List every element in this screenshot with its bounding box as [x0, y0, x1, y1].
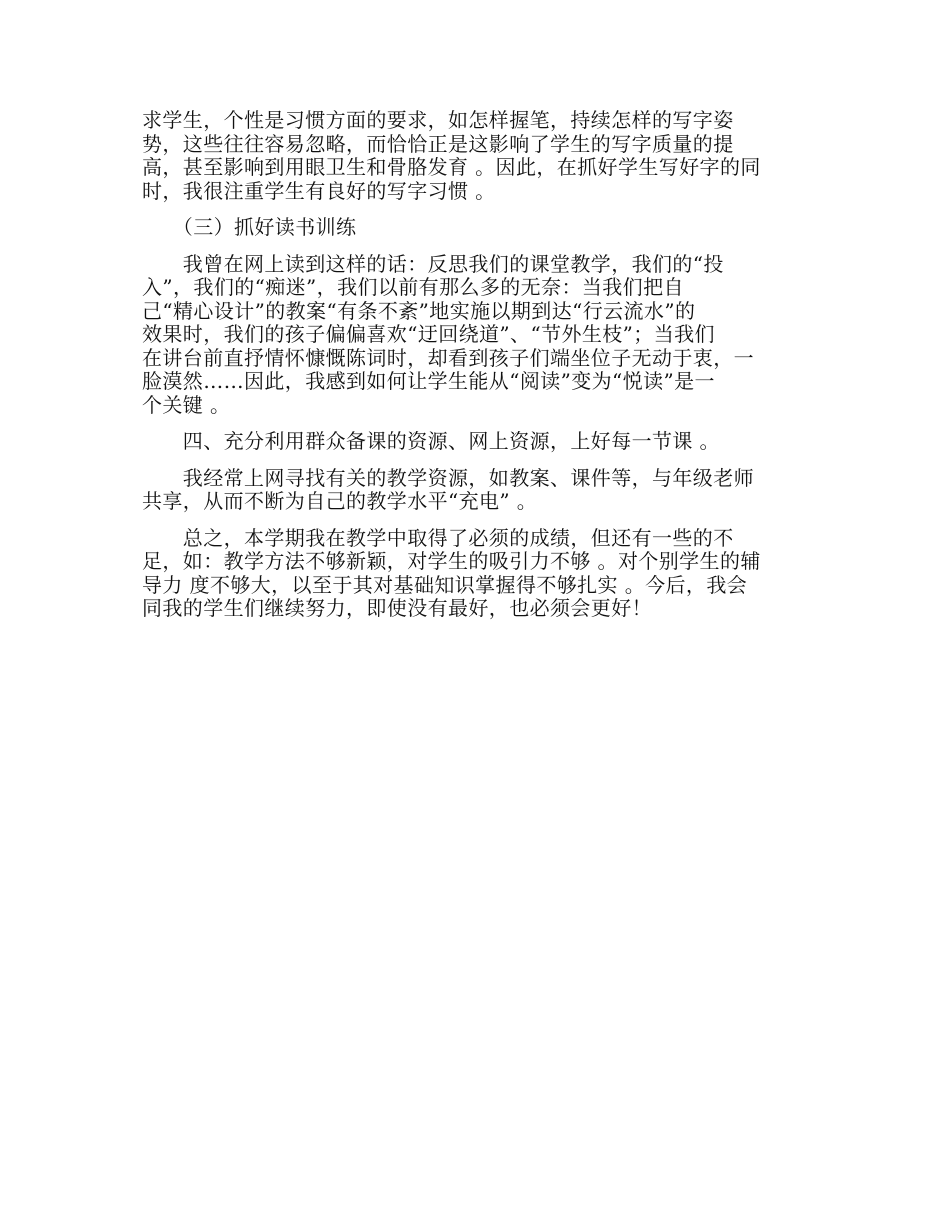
heading-line: 四、充分利用群众备课的资源、网上资源，上好每一节课 。 [142, 429, 720, 453]
text-line: 我曾在网上读到这样的话：反思我们的课堂教学，我们的“投 [142, 251, 724, 276]
text-line: 高，甚至影响到用眼卫生和骨胳发育 。因此，在抓好学生写好字的同 [142, 155, 761, 179]
text-line: 个关键 。 [142, 392, 231, 417]
text-line: 己“精心设计”的教案“有条不紊”地实施以期到达“行云流水”的 [142, 298, 696, 323]
text-line: 势，这些往往容易忽略，而恰恰正是这影响了学生的写字质量的提 [142, 131, 734, 156]
text-line: 脸漠然……因此，我感到如何让学生能从“阅读”变为“悦读”是一 [142, 369, 715, 393]
text-line: 在讲台前直抒情怀慷慨陈词时，却看到孩子们端坐位子无动于衷，一 [142, 345, 754, 370]
text-line: 求学生，个性是习惯方面的要求，如怎样握笔，持续怎样的写字姿 [142, 108, 734, 132]
text-line: 效果时，我们的孩子偏偏喜欢“迂回绕道”、“节外生枝”；当我们 [142, 322, 715, 346]
paragraph-spacer [142, 454, 812, 467]
section-heading-resources [142, 430, 812, 454]
text-line: 入”，我们的“痴迷”，我们以前有那么多的无奈：当我们把自 [142, 275, 684, 299]
text-line: 共享，从而不断为自己的教学水平“充电” 。 [142, 489, 538, 513]
paragraph-spacer [142, 240, 812, 253]
text-line: 同我的学生们继续努力，即使没有最好，也必须会更好！ [142, 596, 652, 620]
text-line: 导力 度不够大，以至于其对基础知识掌握得不够扎实 。今后，我会 [142, 572, 748, 597]
heading-line: （三）抓好读书训练 [142, 215, 357, 239]
text-line: 时，我很注重学生有良好的写字习惯 。 [142, 178, 496, 203]
section-heading-reading-training [142, 216, 812, 240]
paragraph-spacer [142, 514, 812, 527]
paragraph-online-resources [142, 467, 812, 514]
paragraph-writing-habits [142, 109, 812, 203]
paragraph-reflection [142, 253, 812, 418]
document-body [142, 109, 812, 621]
paragraph-summary [142, 527, 812, 621]
text-line: 足，如：教学方法不够新颖，对学生的吸引力不够 。对个别学生的辅 [142, 549, 761, 573]
text-line: 我经常上网寻找有关的教学资源，如教案、课件等，与年级老师 [142, 465, 754, 490]
text-line: 总之，本学期我在教学中取得了必须的成绩，但还有一些的不 [142, 525, 734, 550]
